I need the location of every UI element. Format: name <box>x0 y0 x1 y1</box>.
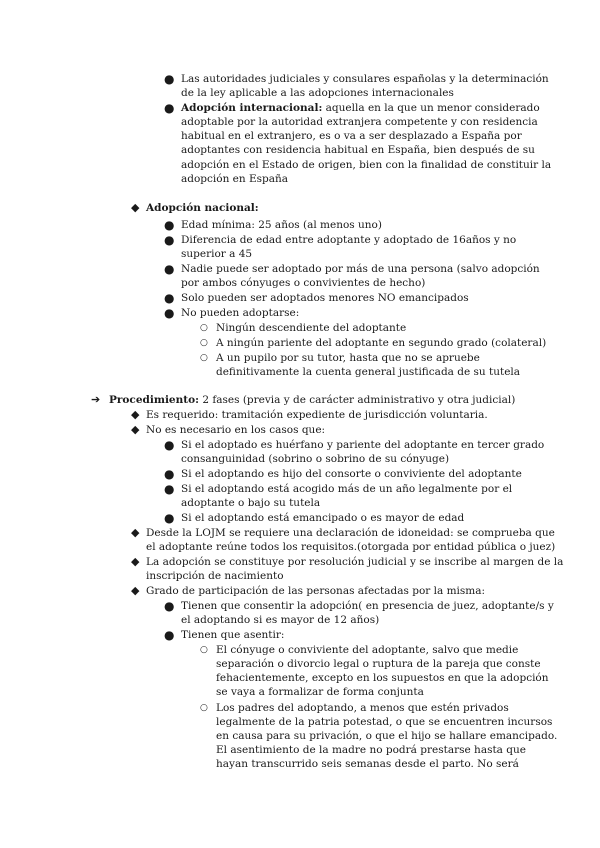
text-line: el adoptante reúne todos los requisitos.(otorgada por entidad pública o juez) <box>146 541 556 553</box>
text-line: legalmente de la patria potestad, o que se encuentren incursos <box>216 716 553 728</box>
text-line: A un pupilo por su tutor, hasta que no se apruebe <box>216 352 480 364</box>
text-line: adopción en España <box>181 173 289 185</box>
bullet-dot-icon: ● <box>164 306 175 320</box>
diamond-bullet-icon: ◆ <box>131 423 140 436</box>
text-line: A ningún pariente del adoptante en segundo grado (colateral) <box>216 337 547 349</box>
text-line: adopción en el Estado de origen, bien con la finalidad de constituir la <box>181 159 552 171</box>
text-line: Si el adoptado es huérfano y pariente del adoptante en tercer grado <box>181 439 545 451</box>
text-line: se vaya a formalizar de forma conjunta <box>216 686 424 698</box>
text-line: en causa para su privación, o que el hijo se hallare emancipado. <box>216 730 558 742</box>
bullet-dot-icon: ● <box>164 628 175 642</box>
text-line: Solo pueden ser adoptados menores NO emancipados <box>181 292 469 304</box>
arrow-right-icon: ➔ <box>91 393 101 406</box>
diamond-bullet-icon: ◆ <box>131 408 140 421</box>
text-line: Desde la LOJM se requiere una declaración de idoneidad: se comprueba que <box>146 527 555 539</box>
text-line: consanguinidad (sobrino o sobrino de su cónyuge) <box>181 453 450 465</box>
text-line: El asentimiento de la madre no podrá prestarse hasta que <box>216 744 526 756</box>
text-line: Si el adoptando es hijo del consorte o conviviente del adoptante <box>181 468 522 480</box>
text-line: habitual en el extranjero, es o va a ser desplazado a España por <box>181 130 522 142</box>
text-line: adoptantes con residencia habitual en España, bien después de su <box>181 144 535 156</box>
text-line: por ambos cónyuges o convivientes de hecho) <box>181 277 426 289</box>
text-line: de la ley aplicable a las adopciones internacionales <box>181 87 454 99</box>
text-line: No es necesario en los casos que: <box>146 424 326 436</box>
bullet-dot-icon: ● <box>164 438 175 452</box>
text-line: fehacientemente, excepto en los supuestos en que la adopción <box>216 672 549 684</box>
text-line: Ningún descendiente del adoptante <box>216 322 407 334</box>
text-line: Diferencia de edad entre adoptante y adoptado de 16años y no <box>181 234 517 246</box>
text-line: La adopción se constituye por resolución judicial y se inscribe al margen de la <box>146 556 564 568</box>
text-line: el adoptando si es mayor de 12 años) <box>181 614 380 626</box>
text-line: Si el adoptando está acogido más de un año legalmente por el <box>181 483 513 495</box>
text-line: Los padres del adoptando, a menos que estén privados <box>216 702 509 714</box>
text-line: adoptante o bajo su tutela <box>181 497 321 509</box>
term-text: aquella en la que un menor considerado <box>322 102 540 114</box>
term-text: 2 fases (previa y de carácter administrativo y otra judicial) <box>198 394 516 406</box>
ring-bullet-icon: ○ <box>200 338 208 348</box>
text-line: Tienen que consentir la adopción( en presencia de juez, adoptante/s y <box>181 600 554 612</box>
text-line: Las autoridades judiciales y consulares españolas y la determinación <box>181 73 549 85</box>
text-line: Si el adoptando está emancipado o es mayor de edad <box>181 512 465 524</box>
text-line: No pueden adoptarse: <box>181 307 300 319</box>
section-heading: Adopción nacional: <box>146 202 259 214</box>
bullet-dot-icon: ● <box>164 482 175 496</box>
diamond-bullet-icon: ◆ <box>131 526 140 539</box>
text-line <box>109 393 515 407</box>
text-line: Nadie puede ser adoptado por más de una persona (salvo adopción <box>181 263 540 275</box>
bullet-dot-icon: ● <box>164 291 175 305</box>
text-line: Grado de participación de las personas afectadas por la misma: <box>146 585 486 597</box>
text-line: superior a 45 <box>181 248 253 260</box>
term-label: Adopción internacional: <box>181 102 323 114</box>
ring-bullet-icon: ○ <box>200 645 208 655</box>
ring-bullet-icon: ○ <box>200 323 208 333</box>
bullet-dot-icon: ● <box>164 511 175 525</box>
text-line: hayan transcurrido seis semanas desde el parto. No será <box>216 758 519 770</box>
ring-bullet-icon: ○ <box>200 703 208 713</box>
bullet-dot-icon: ● <box>164 233 175 247</box>
ring-bullet-icon: ○ <box>200 353 208 363</box>
text-line: separación o divorcio legal o ruptura de la pareja que conste <box>216 658 541 670</box>
bullet-dot-icon: ● <box>164 218 175 232</box>
text-line <box>181 101 540 115</box>
diamond-bullet-icon: ◆ <box>131 201 140 214</box>
section-heading: Procedimiento: <box>109 394 199 406</box>
bullet-dot-icon: ● <box>164 72 175 86</box>
text-line: Es requerido: tramitación expediente de jurisdicción voluntaria. <box>146 409 488 421</box>
bullet-dot-icon: ● <box>164 467 175 481</box>
text-line: El cónyuge o conviviente del adoptante, salvo que medie <box>216 644 519 656</box>
diamond-bullet-icon: ◆ <box>131 555 140 568</box>
bullet-dot-icon: ● <box>164 599 175 613</box>
text-line: inscripción de nacimiento <box>146 570 284 582</box>
diamond-bullet-icon: ◆ <box>131 584 140 597</box>
text-line: adoptable por la autoridad extranjera competente y con residencia <box>181 116 538 128</box>
text-line: Edad mínima: 25 años (al menos uno) <box>181 219 382 231</box>
bullet-dot-icon: ● <box>164 262 175 276</box>
text-line: definitivamente la cuenta general justificada de su tutela <box>216 366 521 378</box>
bullet-dot-icon: ● <box>164 101 175 115</box>
text-line: Tienen que asentir: <box>181 629 285 641</box>
